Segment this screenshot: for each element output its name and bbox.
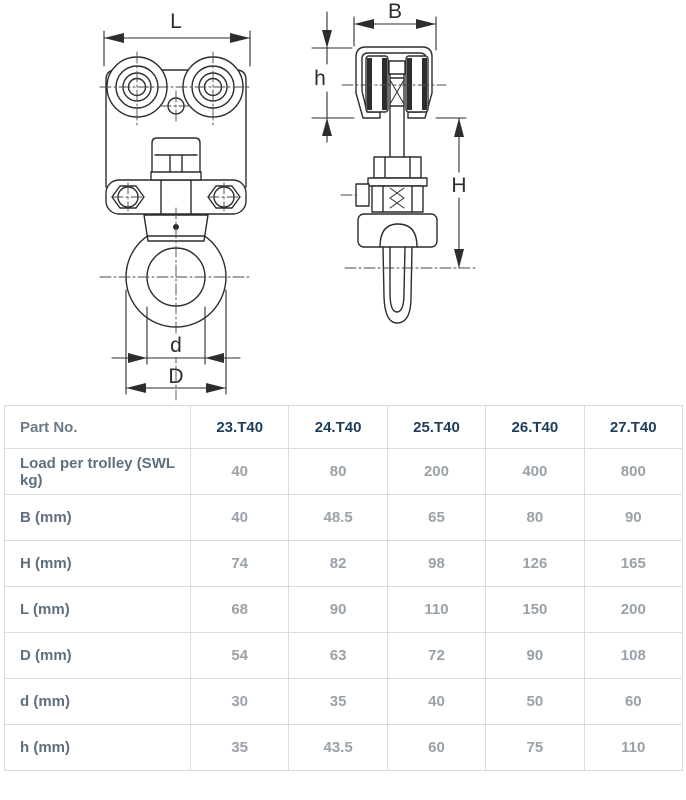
table-row: [5, 587, 683, 633]
table-row: [5, 679, 683, 725]
spec-table: [4, 405, 683, 771]
cell-value: 80: [486, 495, 584, 541]
column-header-26t40: 26.T40: [486, 406, 584, 449]
cell-value: 72: [387, 633, 485, 679]
cell-value: 65: [387, 495, 485, 541]
cell-value: 54: [191, 633, 289, 679]
cell-value: 35: [191, 725, 289, 771]
dimension-label-L: L: [170, 10, 182, 33]
column-header-23t40: 23.T40: [191, 406, 289, 449]
cell-value: 50: [486, 679, 584, 725]
row-label-D: D (mm): [5, 633, 191, 679]
cell-value: 60: [584, 679, 682, 725]
cell-value: 90: [584, 495, 682, 541]
cell-value: 43.5: [289, 725, 387, 771]
row-label-d: d (mm): [5, 679, 191, 725]
cell-value: 74: [191, 541, 289, 587]
cell-value: 98: [387, 541, 485, 587]
table-row: [5, 633, 683, 679]
dimension-label-H: H: [451, 174, 467, 197]
table-row: [5, 541, 683, 587]
cell-value: 68: [191, 587, 289, 633]
nut-stack-side: [356, 157, 427, 212]
table-row: [5, 449, 683, 495]
cell-value: 110: [387, 587, 485, 633]
part-no-header: Part No.: [5, 406, 191, 449]
hex-nut-front: [151, 138, 201, 180]
table-row: [5, 495, 683, 541]
dimension-label-d: d: [170, 334, 182, 357]
dimension-label-h: h: [314, 67, 326, 90]
swivel-collar-side: [358, 214, 437, 247]
cell-value: 35: [289, 679, 387, 725]
eye-side-profile: [383, 247, 412, 323]
row-label-load: Load per trolley (SWL kg): [5, 449, 191, 495]
row-label-h: h (mm): [5, 725, 191, 771]
cell-value: 108: [584, 633, 682, 679]
table-header-row: [5, 406, 683, 449]
axle-shaft: [389, 61, 405, 157]
dimension-label-D: D: [168, 365, 184, 388]
column-header-25t40: 25.T40: [387, 406, 485, 449]
table-row: [5, 725, 683, 771]
column-header-27t40: 27.T40: [584, 406, 682, 449]
cell-value: 200: [387, 449, 485, 495]
cell-value: 60: [387, 725, 485, 771]
dimension-label-B: B: [387, 0, 403, 23]
spec-table-section: [4, 405, 683, 771]
front-view-drawing: [100, 10, 252, 400]
cell-value: 30: [191, 679, 289, 725]
cell-value: 90: [486, 633, 584, 679]
row-label-B: B (mm): [5, 495, 191, 541]
cell-value: 80: [289, 449, 387, 495]
cell-value: 110: [584, 725, 682, 771]
cell-value: 40: [191, 495, 289, 541]
row-label-H: H (mm): [5, 541, 191, 587]
cell-value: 150: [486, 587, 584, 633]
column-header-24t40: 24.T40: [289, 406, 387, 449]
cell-value: 40: [191, 449, 289, 495]
cell-value: 48.5: [289, 495, 387, 541]
cell-value: 200: [584, 587, 682, 633]
cell-value: 90: [289, 587, 387, 633]
cell-value: 126: [486, 541, 584, 587]
cell-value: 40: [387, 679, 485, 725]
cell-value: 165: [584, 541, 682, 587]
side-view-drawing: [312, 0, 478, 323]
cell-value: 800: [584, 449, 682, 495]
cell-value: 75: [486, 725, 584, 771]
cell-value: 63: [289, 633, 387, 679]
row-label-L: L (mm): [5, 587, 191, 633]
cell-value: 400: [486, 449, 584, 495]
cell-value: 82: [289, 541, 387, 587]
